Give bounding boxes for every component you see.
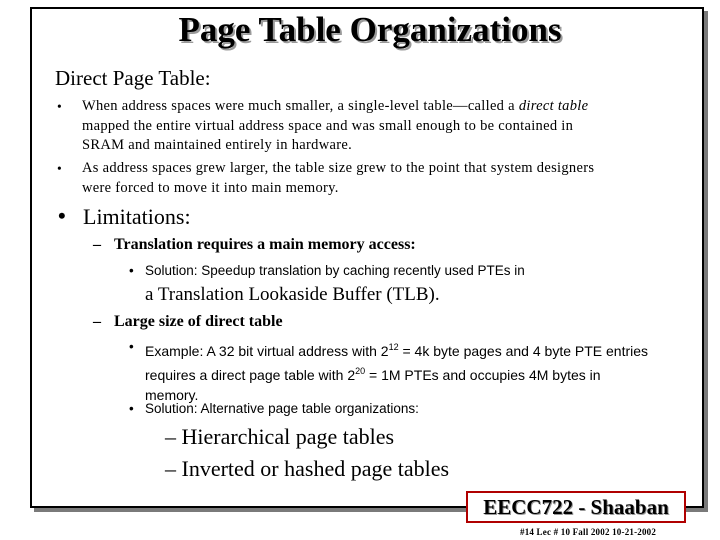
slide-title: Page Table Organizations (178, 10, 562, 49)
example-line-2b: = 1M PTEs and occupies 4M bytes in (365, 367, 601, 383)
tlb-line-text: a Translation Lookaside Buffer (TLB). (145, 284, 440, 305)
limitation-2-solution: Solution: Alternative page table organizations: (145, 401, 419, 416)
bullet-dot: • (129, 401, 134, 416)
bullet-dot: • (57, 161, 62, 176)
alternative-inverted: – Inverted or hashed page tables (165, 456, 450, 481)
direct-item-1-line-2: mapped the entire virtual address space and was small enough to be contained in (82, 117, 574, 134)
direct-item-2-line-1: As address spaces grew larger, the table size grew to the point that system designers (82, 160, 595, 176)
example-line-2a: requires a direct page table with 2 (145, 367, 356, 383)
direct-item-1 (82, 97, 692, 156)
direct-item-2 (82, 159, 692, 198)
direct-heading: Direct Page Table: (55, 66, 211, 90)
limitation-2-example (145, 337, 705, 405)
alternative-hierarchical: – Hierarchical page tables (165, 424, 395, 449)
direct-table-term: direct table (518, 98, 589, 114)
dash: – (93, 313, 101, 330)
lecture-info: #14 Lec # 10 Fall 2002 10-21-2002 (520, 527, 657, 537)
bullet-dot: • (129, 263, 134, 278)
limitation-1-label: Translation requires a main memory access: (114, 236, 416, 253)
course-footer: EECC722 - Shaaban (466, 491, 686, 523)
direct-item-1-line-1: When address spaces were much smaller, a single-level table—called a (82, 98, 519, 114)
exp-12: 12 (388, 342, 399, 352)
limitations-bullet: • (58, 203, 66, 228)
example-line-3: memory. (145, 387, 199, 403)
bullet-dot: • (57, 99, 62, 114)
direct-item-2-line-2: were forced to move it into main memory. (82, 179, 339, 196)
direct-item-1-line-3: SRAM and maintained entirely in hardware. (82, 137, 353, 153)
limitation-2-label: Large size of direct table (114, 313, 283, 330)
dash: – (93, 236, 101, 253)
limitation-1-solution: Solution: Speedup translation by caching recently used PTEs in (145, 263, 525, 278)
exp-20: 20 (355, 366, 366, 376)
tlb-line (145, 284, 440, 306)
example-line-1a: Example: A 32 bit virtual address with 2 (145, 343, 389, 359)
example-line-1b: = 4k byte pages and 4 byte PTE entries (398, 343, 649, 359)
limitations-heading: Limitations: (83, 204, 191, 229)
bullet-dot: • (129, 339, 134, 354)
